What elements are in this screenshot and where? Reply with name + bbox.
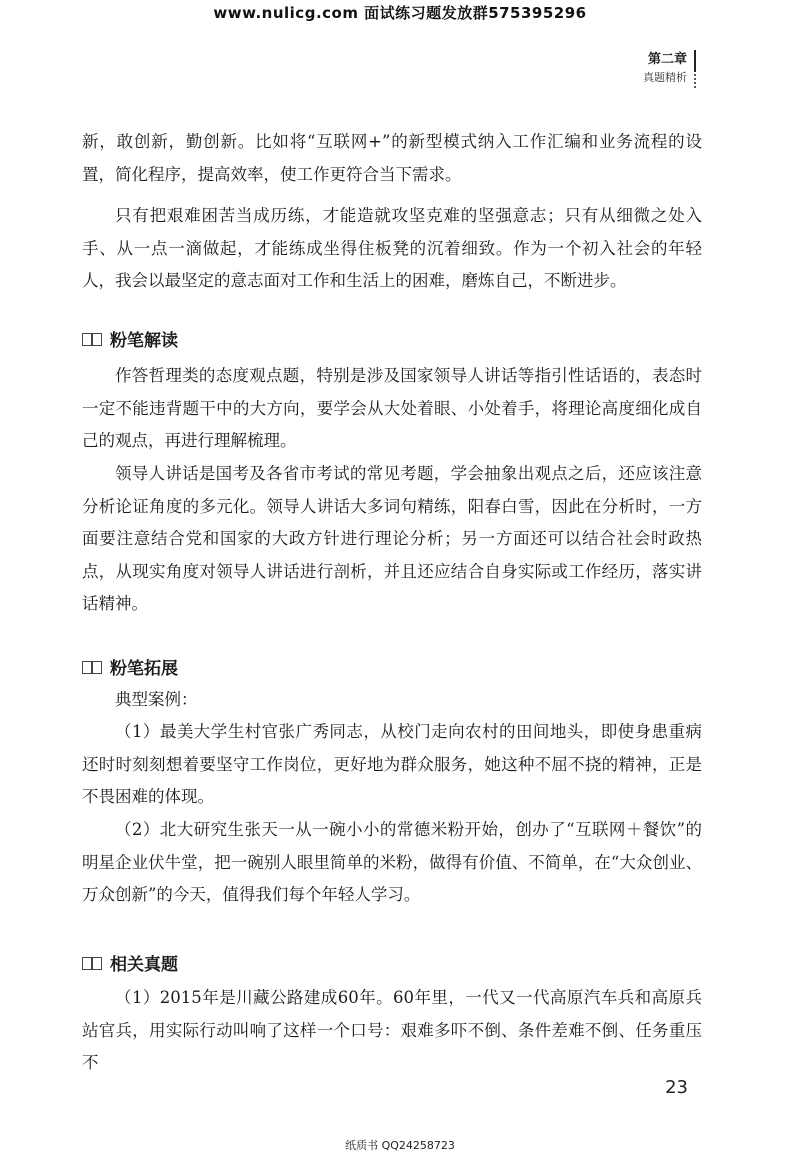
chapter-dots-divider [694,74,698,88]
book-icon [80,658,102,676]
book-icon [80,954,102,972]
watermark-banner: www.nulicg.com 面试练习题发放群575395296 [213,4,587,22]
case-label: 典型案例： [115,690,198,709]
section-heading-extension [80,654,178,679]
book-icon [80,330,102,348]
section-heading-label: 相关真题 [110,955,178,975]
footer-text: 纸质书 QQ24258723 [345,1139,455,1152]
section-heading-label: 粉笔解读 [110,331,178,351]
chapter-divider [694,50,696,72]
section-heading-related [80,950,178,975]
case-item: （1）最美大学生村官张广秀同志，从校门走向农村的田间地头，即使身患重病还时时刻刻想着要坚守工作岗位，更好地为群众服务，她这种不屈不挠的精神，正是不畏困难的体现。 [82,722,702,806]
chapter-subtitle: 真题精析 [643,71,687,84]
chapter-header [643,51,687,87]
case-item: （2）北大研究生张天一从一碗小小的常德米粉开始，创办了“互联网＋餐饮”的明星企业伏牛堂，把一碗别人眼里简单的米粉，做得有价值、不简单，在“大众创业、万众创新”的今天，值得我们每个年轻人学习。 [82,820,702,904]
body-paragraph: 只有把艰难困苦当成历练，才能造就攻坚克难的坚强意志；只有从细微之处入手、从一点一滴做起，才能练成坐得住板凳的沉着细致。作为一个初入社会的年轻人，我会以最坚定的意志面对工作和生活上的困难，磨炼自己，不断进步。 [82,206,702,290]
body-paragraph: 作答哲理类的态度观点题，特别是涉及国家领导人讲话等指引性话语的，表态时一定不能违背题干中的大方向，要学会从大处着眼、小处着手，将理论高度细化成自己的观点，再进行理解梳理。 [82,366,702,450]
body-paragraph: 新，敢创新，勤创新。比如将“互联网+”的新型模式纳入工作汇编和业务流程的设置，简化程序，提高效率，使工作更符合当下需求。 [82,132,702,184]
section-heading-label: 粉笔拓展 [110,659,178,679]
section-heading-interpretation [80,326,178,351]
chapter-title: 第二章 [647,52,687,67]
body-paragraph: 领导人讲话是国考及各省市考试的常见考题，学会抽象出观点之后，还应该注意分析论证角度的多元化。领导人讲话大多词句精练，阳春白雪，因此在分析时，一方面要注意结合党和国家的大政方针进行理论分析；另一方面还可以结合社会时政热点，从现实角度对领导人讲话进行剖析，并且还应结合自身实际或工作经历，落实讲话精神。 [82,464,702,613]
question-item: （1）2015年是川藏公路建成60年。60年里，一代又一代高原汽车兵和高原兵站官兵，用实际行动叫响了这样一个口号：艰难多吓不倒、条件差难不倒、任务重压不 [82,988,702,1072]
page-number: 23 [665,1077,688,1098]
